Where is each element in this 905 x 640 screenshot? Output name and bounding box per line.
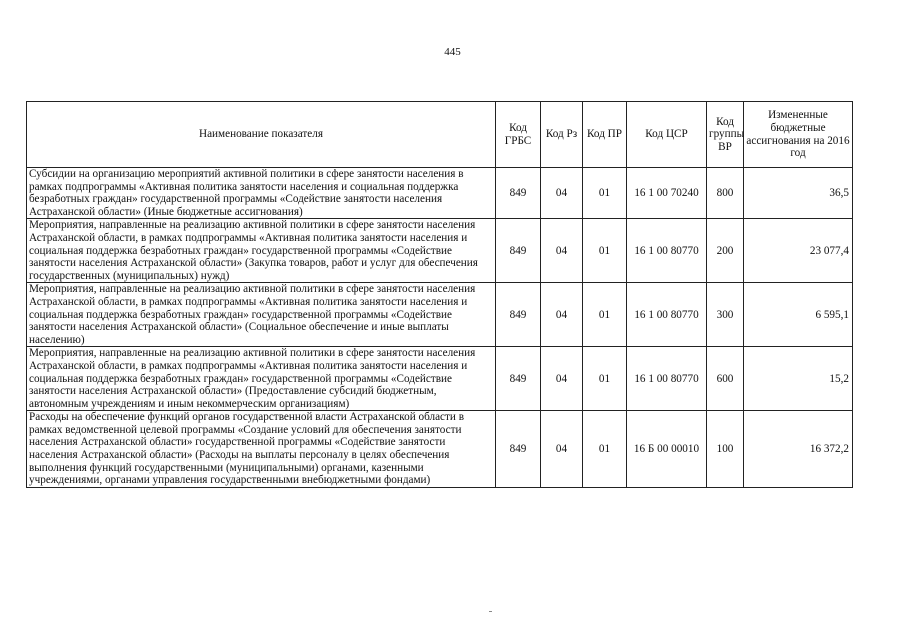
row-rz: 04	[541, 219, 583, 283]
header-csr: Код ЦСР	[627, 102, 707, 168]
row-name: Мероприятия, направленные на реализацию активной политики в сфере занятости населения Астраханской области, в рамках подпрограммы «Активная политика занятости населения и социальная поддержка безработных граждан» государственной программы «Содействие занятости населения Астраханской области» (Социальное обеспечение и иные выплаты населению)	[27, 283, 496, 347]
row-sum: 23 077,4	[744, 219, 853, 283]
row-csr: 16 1 00 70240	[627, 168, 707, 219]
row-csr: 16 1 00 80770	[627, 283, 707, 347]
row-grbs: 849	[496, 168, 541, 219]
row-grbs: 849	[496, 347, 541, 411]
table-row	[27, 411, 853, 488]
row-csr: 16 1 00 80770	[627, 347, 707, 411]
row-pr: 01	[583, 347, 627, 411]
row-name: Расходы на обеспечение функций органов государственной власти Астраханской области в рамках ведомственной целевой программы «Создание условий для обеспечения занятости населения Астраханской области» государственной программы «Содействие занятости населения Астраханской области» (Расходы на выплаты персоналу в целях обеспечения выполнения функций государственными (муниципальными) органами, казенными учреждениями, органами управления государственными внебюджетными фондами)	[27, 411, 496, 488]
row-pr: 01	[583, 283, 627, 347]
table-row	[27, 283, 853, 347]
header-vr: Код группы ВР	[707, 102, 744, 168]
table-row	[27, 219, 853, 283]
row-pr: 01	[583, 168, 627, 219]
header-rz: Код Рз	[541, 102, 583, 168]
row-sum: 6 595,1	[744, 283, 853, 347]
row-vr: 800	[707, 168, 744, 219]
page-number: 445	[444, 46, 461, 58]
row-sum: 16 372,2	[744, 411, 853, 488]
row-csr: 16 Б 00 00010	[627, 411, 707, 488]
row-rz: 04	[541, 347, 583, 411]
row-rz: 04	[541, 411, 583, 488]
row-name: Мероприятия, направленные на реализацию активной политики в сфере занятости населения Астраханской области, в рамках подпрограммы «Активная политика занятости населения и социальная поддержка безработных граждан» государственной программы «Содействие занятости населения Астраханской области» (Предоставление субсидий бюджетным, автономным учреждениям и иным некоммерческим организациям)	[27, 347, 496, 411]
header-pr: Код ПР	[583, 102, 627, 168]
row-grbs: 849	[496, 283, 541, 347]
row-name: Мероприятия, направленные на реализацию активной политики в сфере занятости населения Астраханской области, в рамках подпрограммы «Активная политика занятости населения и социальная поддержка безработных граждан» государственной программы «Содействие занятости населения Астраханской области» (Закупка товаров, работ и услуг для обеспечения государственных (муниципальных) нужд)	[27, 219, 496, 283]
scan-speck	[489, 611, 492, 612]
row-pr: 01	[583, 411, 627, 488]
row-pr: 01	[583, 219, 627, 283]
row-vr: 300	[707, 283, 744, 347]
row-rz: 04	[541, 168, 583, 219]
row-grbs: 849	[496, 411, 541, 488]
header-grbs: Код ГРБС	[496, 102, 541, 168]
budget-table	[26, 101, 853, 488]
table-row	[27, 168, 853, 219]
row-name: Субсидии на организацию мероприятий активной политики в сфере занятости населения в рамках подпрограммы «Активная политика занятости населения и социальная поддержка безработных граждан» государственной программы «Содействие занятости населения Астраханской области» (Иные бюджетные ассигнования)	[27, 168, 496, 219]
header-sum: Измененные бюджетные ассигнования на 2016 год	[744, 102, 853, 168]
row-vr: 600	[707, 347, 744, 411]
table-header-row	[27, 102, 853, 168]
row-sum: 15,2	[744, 347, 853, 411]
row-csr: 16 1 00 80770	[627, 219, 707, 283]
header-name: Наименование показателя	[27, 102, 496, 168]
row-grbs: 849	[496, 219, 541, 283]
row-vr: 200	[707, 219, 744, 283]
row-sum: 36,5	[744, 168, 853, 219]
row-rz: 04	[541, 283, 583, 347]
table-row	[27, 347, 853, 411]
row-vr: 100	[707, 411, 744, 488]
